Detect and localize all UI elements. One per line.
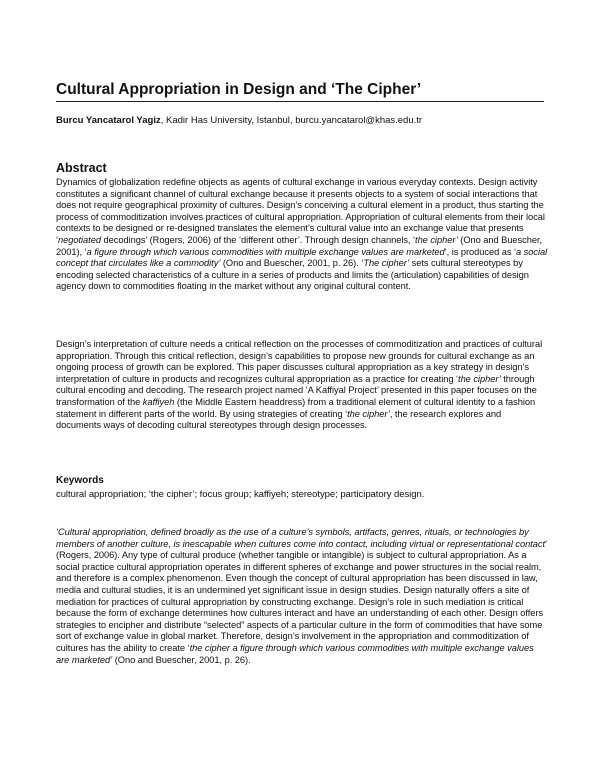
italic-run: the cipher a figure through which various commodities with multiple exchange values are marketed’ <box>56 642 534 665</box>
italic-run: The cipher’ <box>363 258 410 269</box>
text-run: (Ono and Buescher, 2001, p. 26). ‘ <box>220 258 364 269</box>
italic-run: a figure through which various commodities with multiple exchange values are marketed <box>86 246 445 257</box>
keywords-list: cultural appropriation; ‘the cipher’; focus group; kaffiyeh; stereotype; participatory design. <box>56 489 425 500</box>
title-rule <box>56 101 544 102</box>
italic-run: kaffiyeh <box>142 396 175 407</box>
keywords-heading: Keywords <box>56 475 104 486</box>
italic-run: negotiated <box>58 234 101 245</box>
italic-run: a social concept that circulates like a commodity’ <box>56 246 548 269</box>
body-paragraph-1 <box>56 527 548 666</box>
author-name: Burcu Yancatarol Yagiz <box>56 115 161 126</box>
italic-run: the cipher’ <box>415 234 458 245</box>
italic-run: the cipher’ <box>458 373 501 384</box>
text-run: , the research explores and documents ways of decoding cultural stereotypes through design processes. <box>56 408 502 431</box>
text-run: ’, is produced as ‘ <box>444 246 517 257</box>
author-affiliation: , Kadir Has University, Istanbul, burcu.yancatarol@khas.edu.tr <box>160 115 423 126</box>
author-line <box>56 115 556 127</box>
paper-title: Cultural Appropriation in Design and ‘The Cipher’ <box>56 81 422 98</box>
text-run: ’ (Rogers, 2006). Any type of cultural produce (whether tangible or intangible) is subject to cultural appropriation. As a social practice cultural appropriation operates in different spheres of exchange and power structures in the social realm, and therefore is a complex phenomenon. Even though the concept of cultural appropriation has been discussed in law, media and cultural studies, it is an undermined yet significant issue in design studies. Design naturally offers a site of mediation for practices of cultural appropriation by constructing exchange. Design’s role in such mediation is critical because the form of exchange determines how cultures interact and have an understanding of each other. Design offers strategies to encipher and distribute “selected” aspects of a particular culture in the form of commodities that have some sort of exchange value in global market. Therefore, design’s involvement in the appropriation and commoditization of cultures has the ability to create ‘ <box>56 538 547 653</box>
italic-run: ‘Cultural appropriation, defined broadly as the use of a culture’s symbols, artifacts, genres, rituals, or technologies by members of another culture, is inescapable when cultures come into contact, including virtual or representational contact <box>56 527 546 549</box>
text-run: (Ono and Buescher, 2001, p. 26). <box>112 654 251 665</box>
text-run: Design’s interpretation of culture needs a critical reflection on the processes of commoditization and practices of cultural appropriation. Through this critical reflection, design’s capabilities to propose new grounds for cultural exchange as an ongoing process of growth can be explored. This paper discusses cultural appropriation as a key strategy in design’s interpretation of culture in products and recognizes cultural appropriation as a practice for creating ‘ <box>56 339 543 384</box>
text-run: (the Middle Eastern headdress) from a traditional element of cultural identity to a fashion statement in different parts of the world. By using strategies of creating ‘ <box>56 396 536 419</box>
text-run: sets cultural stereotypes by encoding selected characteristics of a culture in a series of products and limits the (articulation) capabilities of design agency down to commodities floating in the market without any original cultural content. <box>56 258 529 292</box>
abstract-paragraph-1 <box>56 177 548 293</box>
italic-run: the cipher’ <box>347 408 390 419</box>
text-run: Dynamics of globalization redefine objects as agents of cultural exchange in various everyday contexts. Design activity constitutes a significant channel of cultural exchange because it presents objects to a system of social interactions that does not require geographical proximity of cultures. Design’s conceiving a cultural element in a product, thus starting the process of commoditization involves practices of cultural appropriation. Appropriation of cultural elements from their local contexts to be designed or re-designed translates the element’s cultural value into an exchange value that presents ‘ <box>56 177 545 245</box>
abstract-paragraph-2 <box>56 339 548 432</box>
text-run: decodings’ (Rogers, 2006) of the ‘different other’. Through design channels, ‘ <box>100 234 416 245</box>
abstract-heading: Abstract <box>56 161 107 175</box>
text-run: (Ono and Buescher, 2001), ‘ <box>56 234 543 257</box>
text-run: through cultural encoding and decoding. The research project named ‘A Kaffiyal Project’ presented in this paper focuses on the transformation of the <box>56 373 537 407</box>
